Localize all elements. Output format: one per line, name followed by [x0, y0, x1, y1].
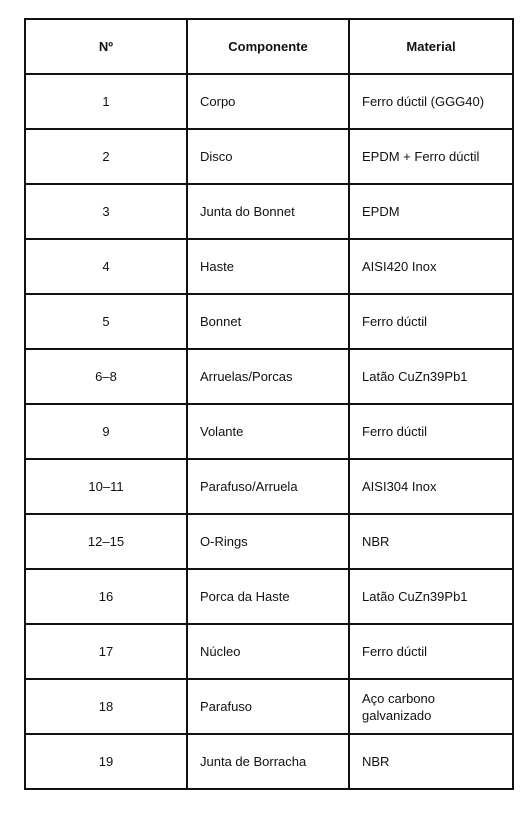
cell-component: Parafuso/Arruela [187, 459, 349, 514]
cell-material: EPDM + Ferro dúctil [349, 129, 513, 184]
cell-component: Disco [187, 129, 349, 184]
cell-component: Núcleo [187, 624, 349, 679]
cell-component: Junta de Borracha [187, 734, 349, 789]
table-row [25, 404, 513, 459]
table-row [25, 349, 513, 404]
cell-component: O-Rings [187, 514, 349, 569]
cell-material: Aço carbono galvanizado [349, 679, 513, 734]
cell-number: 3 [25, 184, 187, 239]
cell-component: Parafuso [187, 679, 349, 734]
table-row [25, 459, 513, 514]
table-body [25, 74, 513, 789]
cell-material: Latão CuZn39Pb1 [349, 349, 513, 404]
cell-number: 1 [25, 74, 187, 129]
cell-number: 9 [25, 404, 187, 459]
cell-number: 12–15 [25, 514, 187, 569]
cell-material: AISI420 Inox [349, 239, 513, 294]
table-row [25, 569, 513, 624]
cell-material: NBR [349, 734, 513, 789]
cell-number: 10–11 [25, 459, 187, 514]
table-row [25, 184, 513, 239]
cell-number: 2 [25, 129, 187, 184]
cell-material: Ferro dúctil (GGG40) [349, 74, 513, 129]
cell-material: Ferro dúctil [349, 624, 513, 679]
cell-component: Bonnet [187, 294, 349, 349]
table-row [25, 734, 513, 789]
table-row [25, 129, 513, 184]
table-row [25, 679, 513, 734]
cell-material: Latão CuZn39Pb1 [349, 569, 513, 624]
cell-component: Junta do Bonnet [187, 184, 349, 239]
table-row [25, 624, 513, 679]
cell-material: AISI304 Inox [349, 459, 513, 514]
cell-number: 19 [25, 734, 187, 789]
table-row [25, 294, 513, 349]
cell-component: Arruelas/Porcas [187, 349, 349, 404]
cell-material: Ferro dúctil [349, 404, 513, 459]
cell-number: 6–8 [25, 349, 187, 404]
components-table [24, 18, 514, 790]
table-row [25, 514, 513, 569]
cell-number: 5 [25, 294, 187, 349]
header-number: Nº [25, 19, 187, 74]
cell-component: Haste [187, 239, 349, 294]
cell-component: Corpo [187, 74, 349, 129]
cell-number: 4 [25, 239, 187, 294]
table-row [25, 239, 513, 294]
header-component: Componente [187, 19, 349, 74]
table-row [25, 74, 513, 129]
cell-material: NBR [349, 514, 513, 569]
cell-number: 16 [25, 569, 187, 624]
components-table-container [24, 18, 514, 790]
cell-material: EPDM [349, 184, 513, 239]
cell-component: Porca da Haste [187, 569, 349, 624]
header-row [25, 19, 513, 74]
cell-number: 18 [25, 679, 187, 734]
cell-material: Ferro dúctil [349, 294, 513, 349]
header-material: Material [349, 19, 513, 74]
table-header [25, 19, 513, 74]
cell-component: Volante [187, 404, 349, 459]
cell-number: 17 [25, 624, 187, 679]
